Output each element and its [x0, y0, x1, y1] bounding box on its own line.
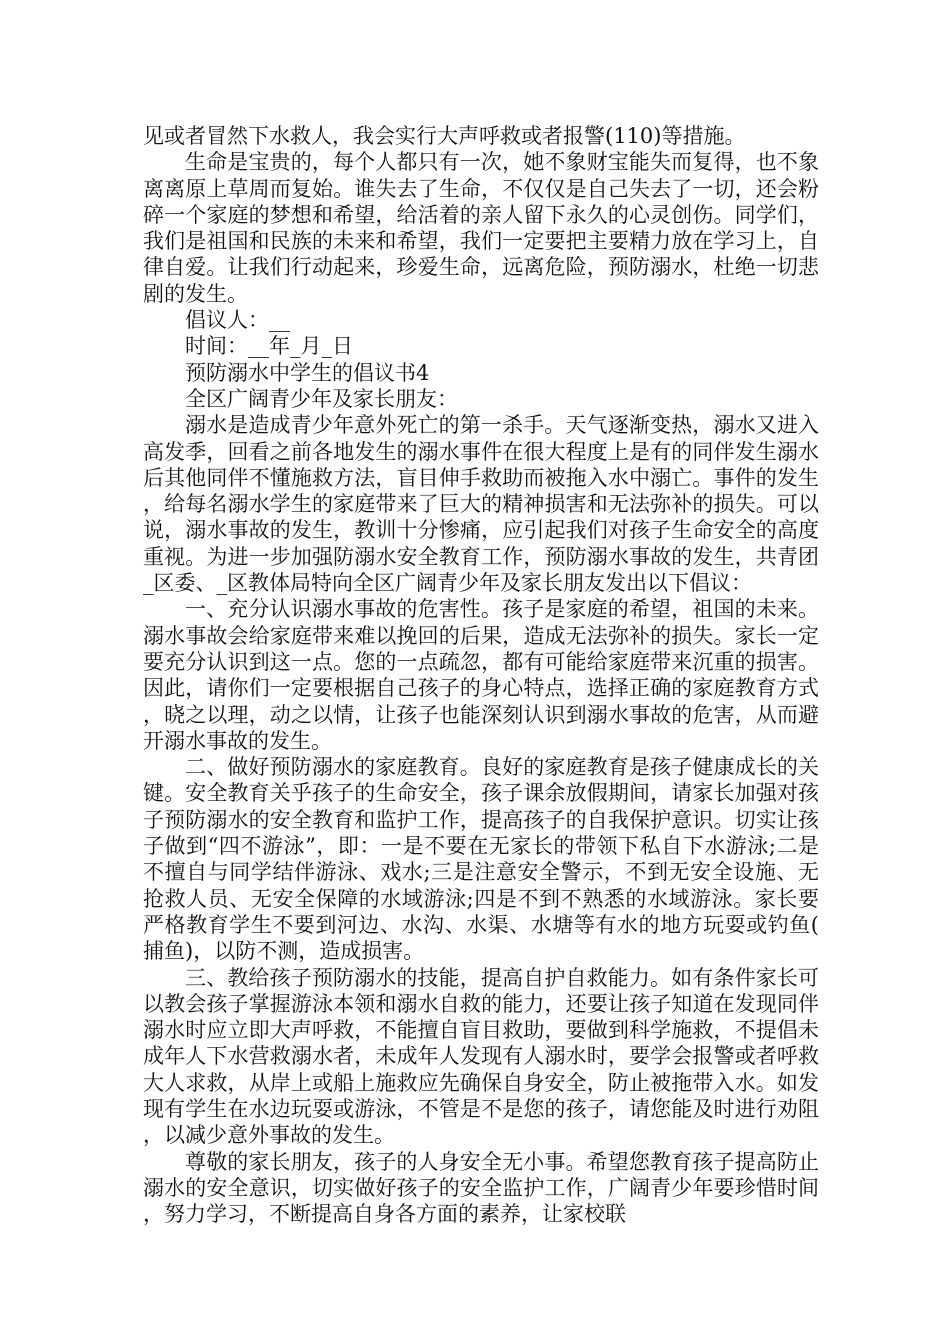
section-title: 预防溺水中学生的倡议书4 — [185, 360, 430, 385]
paragraph-life-precious: 生命是宝贵的，每个人都只有一次，她不象财宝能失而复得，也不象离离原上草周而复始。谁失去了生命，不仅仅是自己失去了一切，还会粉碎一个家庭的梦想和希望，给活着的亲人留下永久的心灵创伤。同学们，我们是祖国和民族的未来和希望，我们一定要把主要精力放在学习上，自律自爱。让我们行动起来，珍爱生命，远离危险，预防溺水，杜绝一切悲剧的发生。 — [143, 150, 819, 306]
initiator-line: 倡议人：__ — [185, 308, 290, 333]
paragraph-point-3: 三、教给孩子预防溺水的技能，提高自护自救能力。如有条件家长可以教会孩子掌握游泳本领和溺水自救的能力，还要让孩子知道在发现同伴溺水时应立即大声呼救，不能擅自盲目救助，要做到科学施救，不提倡未成年人下水营救溺水者，未成年人发现有人溺水时，要学会报警或者呼救大人求救，从岸上或船上施救应先确保自身安全，防止被拖带入水。如发现有学生在水边玩耍或游泳，不管是不是您的孩子，请您能及时进行劝阻，以减少意外事故的发生。 — [143, 965, 819, 1148]
paragraph-intro: 溺水是造成青少年意外死亡的第一杀手。天气逐渐变热，溺水又进入高发季，回看之前各地发生的溺水事件在很大程度上是有的同伴发生溺水后其他同伴不懂施救方法，盲目伸手救助而被拖入水中溺亡。事件的发生，给每名溺水学生的家庭带来了巨大的精神损害和无法弥补的损失。可以说，溺水事故的发生，教训十分惨痛，应引起我们对孩子生命安全的高度重视。为进一步加强防溺水安全教育工作，预防溺水事故的发生，共青团_区委、_区教体局特向全区广阔青少年及家长朋友发出以下倡议： — [143, 413, 819, 596]
paragraph-closing: 尊敬的家长朋友，孩子的人身安全无小事。希望您教育孩子提高防止溺水的安全意识，切实做好孩子的安全监护工作，广阔青少年要珍惜时间，努力学习，不断提高自身各方面的素养，让家校联 — [143, 1149, 819, 1227]
document-body — [143, 123, 819, 1227]
salutation: 全区广阔青少年及家长朋友： — [185, 386, 458, 411]
paragraph-point-2: 二、做好预防溺水的家庭教育。良好的家庭教育是孩子健康成长的关键。安全教育关乎孩子的生命安全，孩子课余放假期间，请家长加强对孩子预防溺水的安全教育和监护工作，提高孩子的自我保护意识。切实让孩子做到“四不游泳”，即：一是不要在无家长的带领下私自下水游泳;二是不擅自与同学结伴游泳、戏水;三是注意安全警示，不到无安全设施、无抢救人员、无安全保障的水域游泳;四是不到不熟悉的水域游泳。家长要严格教育学生不要到河边、水沟、水渠、水塘等有水的地方玩耍或钓鱼(捕鱼)，以防不测，造成损害。 — [143, 755, 819, 964]
date-line: 时间：__年_月_日 — [185, 334, 353, 359]
paragraph-point-1: 一、充分认识溺水事故的危害性。孩子是家庭的希望，祖国的未来。溺水事故会给家庭带来难以挽回的后果，造成无法弥补的损失。家长一定要充分认识到这一点。您的一点疏忽，都有可能给家庭带来沉重的损害。因此，请你们一定要根据自己孩子的身心特点，选择正确的家庭教育方式，晓之以理，动之以情，让孩子也能深刻认识到溺水事故的危害，从而避开溺水事故的发生。 — [143, 597, 819, 753]
paragraph-continuation: 见或者冒然下水救人，我会实行大声呼救或者报警(110)等措施。 — [143, 124, 746, 148]
